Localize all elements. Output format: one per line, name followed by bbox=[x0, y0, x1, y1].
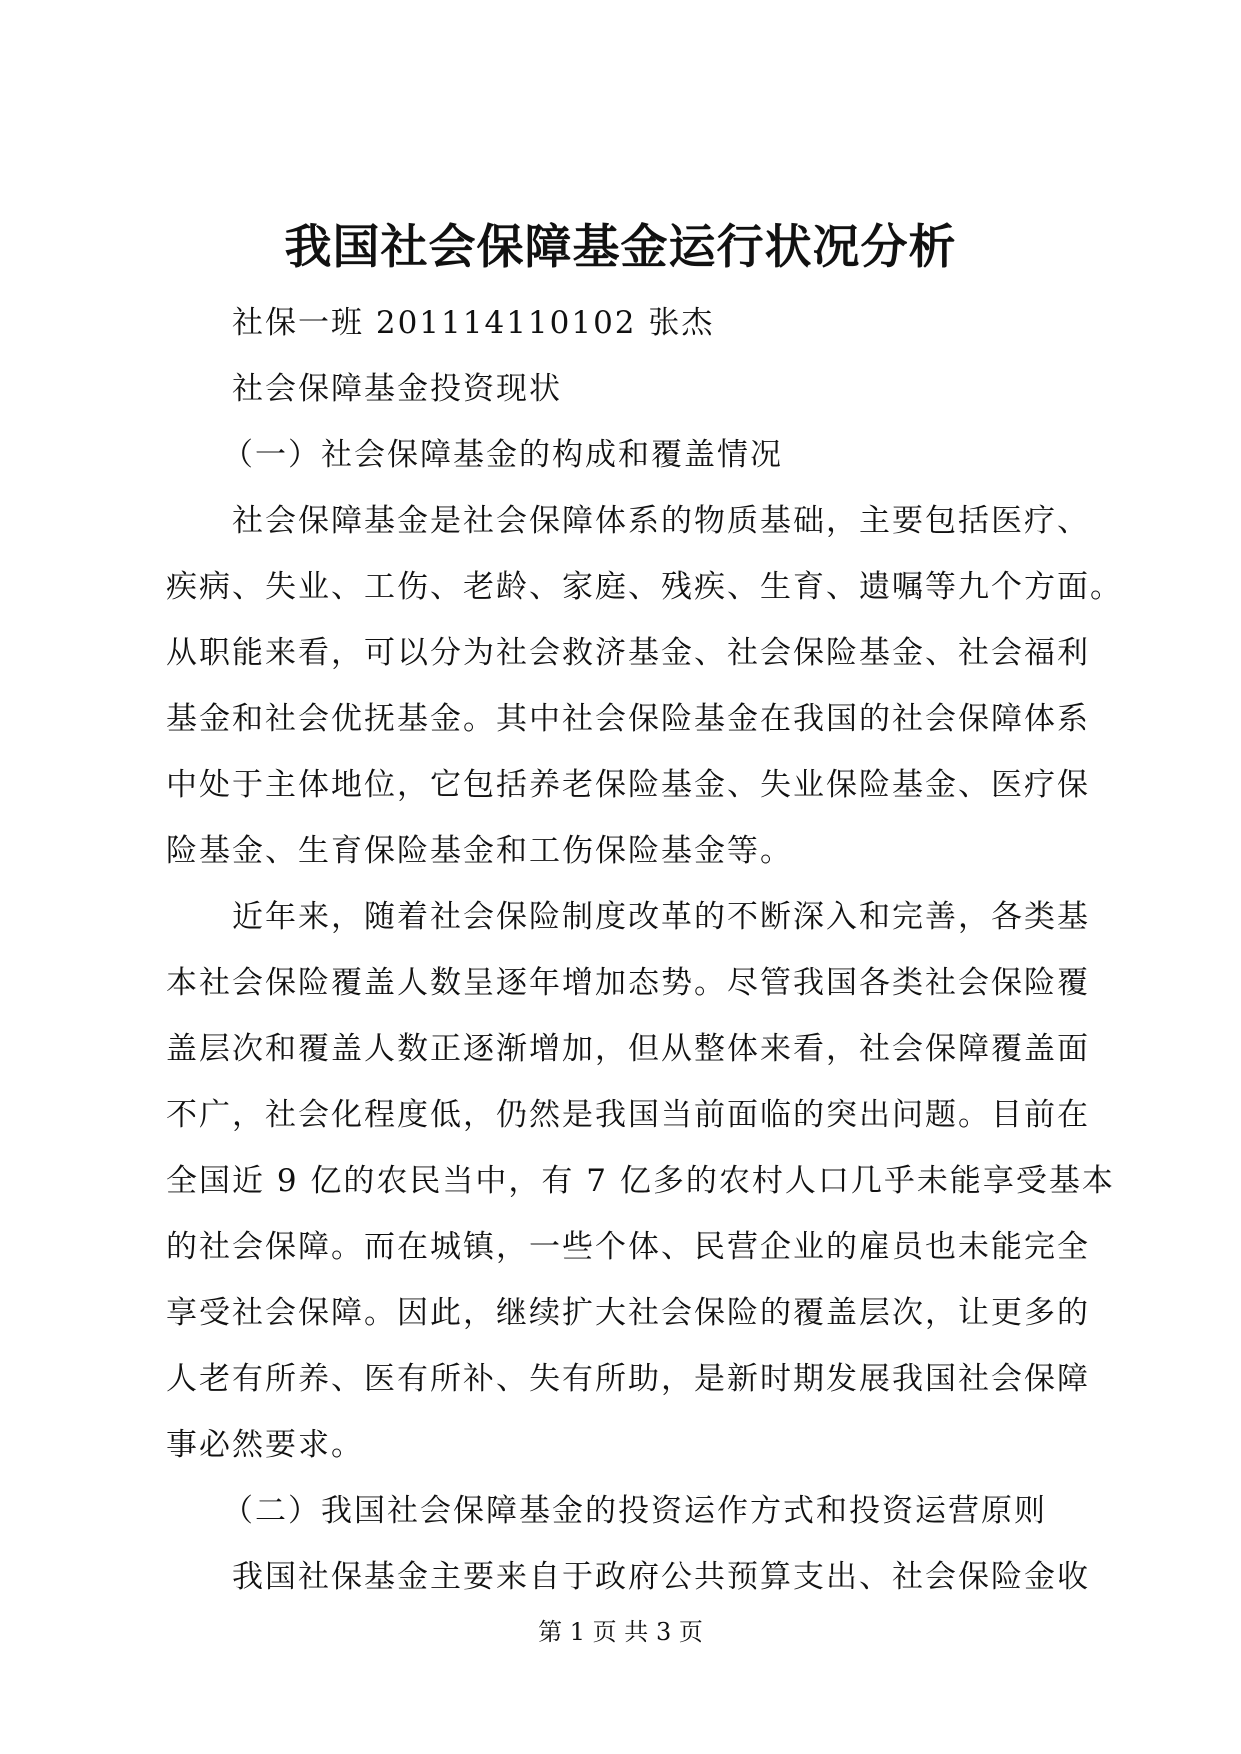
paragraph-line: 人老有所养、医有所补、失有所助，是新时期发展我国社会保障 bbox=[166, 1361, 1090, 1397]
paragraph-line: 盖层次和覆盖人数正逐渐增加，但从整体来看，社会保障覆盖面 bbox=[166, 1031, 1090, 1067]
document-body bbox=[166, 290, 1123, 1610]
paragraph-line: 社会保障基金是社会保障体系的物质基础，主要包括医疗、 bbox=[232, 503, 1090, 539]
paragraph-line: 疾病、失业、工伤、老龄、家庭、残疾、生育、遗嘱等九个方面。 bbox=[166, 569, 1123, 605]
section-heading: 社会保障基金投资现状 bbox=[232, 371, 562, 407]
paragraph-2 bbox=[166, 884, 1115, 1478]
paragraph-line: 本社会保险覆盖人数呈逐年增加态势。尽管我国各类社会保险覆 bbox=[166, 965, 1090, 1001]
paragraph-line: 我国社保基金主要来自于政府公共预算支出、社会保险金收 bbox=[232, 1559, 1090, 1595]
paragraph-line: 的社会保障。而在城镇，一些个体、民营企业的雇员也未能完全 bbox=[166, 1229, 1090, 1265]
paragraph-line: 从职能来看，可以分为社会救济基金、社会保险基金、社会福利 bbox=[166, 635, 1090, 671]
subsection-heading-1: （一）社会保障基金的构成和覆盖情况 bbox=[222, 437, 783, 473]
paragraph-line: 近年来，随着社会保险制度改革的不断深入和完善，各类基 bbox=[232, 899, 1090, 935]
paragraph-line: 享受社会保障。因此，继续扩大社会保险的覆盖层次，让更多的 bbox=[166, 1295, 1090, 1331]
paragraph-3 bbox=[166, 1544, 1090, 1610]
page-footer: 第 1 页 共 3 页 bbox=[538, 1618, 703, 1646]
paragraph-line: 不广，社会化程度低，仍然是我国当前面临的突出问题。目前在 bbox=[166, 1097, 1090, 1133]
paragraph-line: 险基金、生育保险基金和工伤保险基金等。 bbox=[166, 833, 793, 869]
author-line: 社保一班 201114110102 张杰 bbox=[232, 305, 715, 341]
paragraph-line: 基金和社会优抚基金。其中社会保险基金在我国的社会保障体系 bbox=[166, 701, 1090, 737]
paragraph-line: 全国近 9 亿的农民当中，有 7 亿多的农村人口几乎未能享受基本 bbox=[166, 1163, 1115, 1199]
paragraph-1 bbox=[166, 488, 1123, 884]
document-title: 我国社会保障基金运行状况分析 bbox=[284, 220, 957, 275]
paragraph-line: 中处于主体地位，它包括养老保险基金、失业保险基金、医疗保 bbox=[166, 767, 1090, 803]
paragraph-line: 事必然要求。 bbox=[166, 1427, 364, 1463]
subsection-heading-2: （二）我国社会保障基金的投资运作方式和投资运营原则 bbox=[222, 1493, 1047, 1529]
